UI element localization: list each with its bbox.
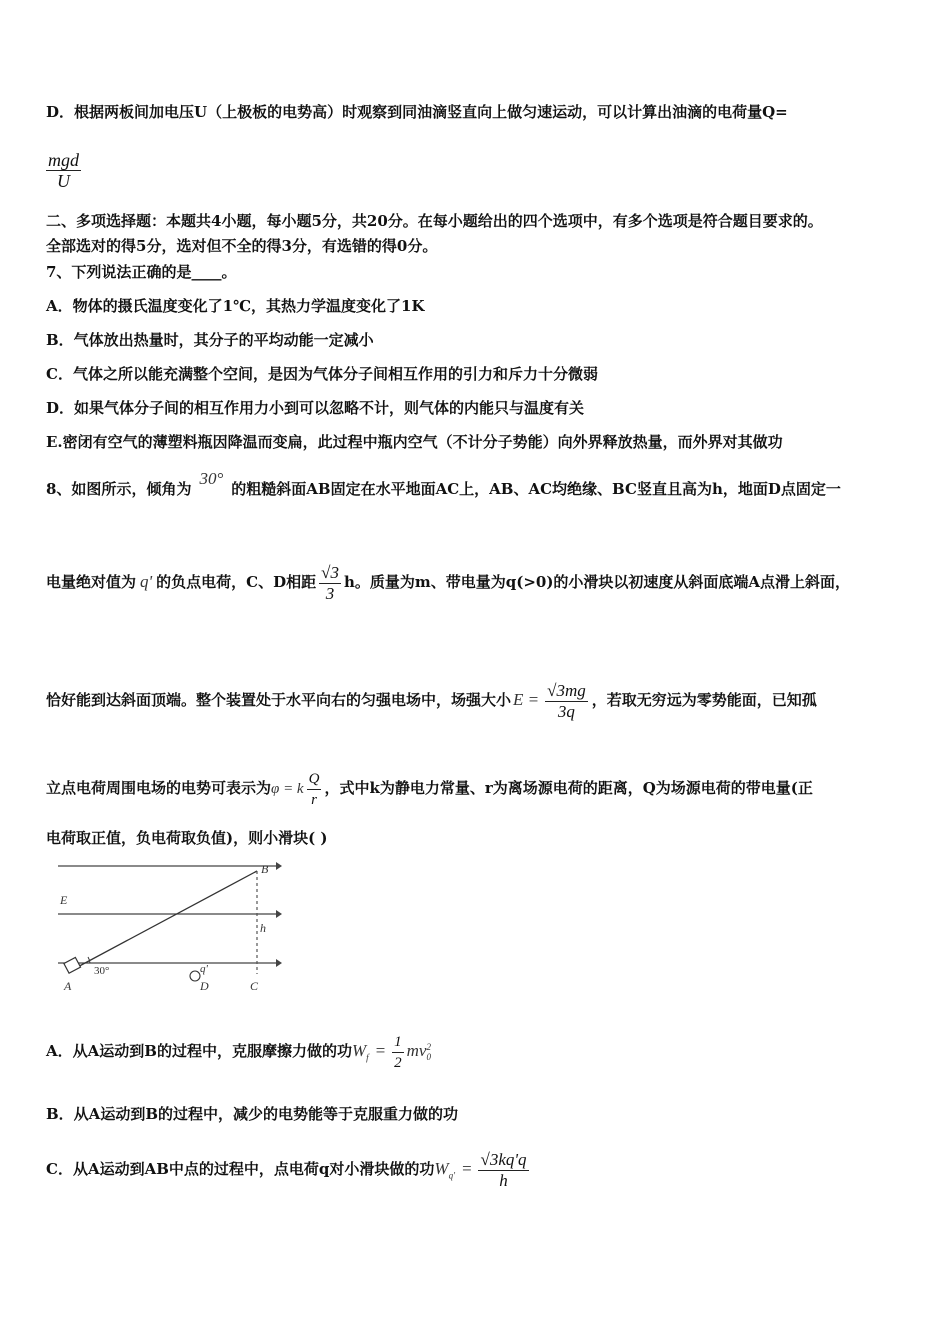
q8-line3-a: 恰好能到达斜面顶端。整个装置处于水平向右的匀强电场中，场强大小: [46, 691, 512, 709]
equals-sign: =: [461, 1159, 473, 1178]
power-superscript: 2: [426, 1042, 431, 1053]
q8-option-a-text: A．从A运动到B的过程中，克服摩擦力做的功: [46, 1042, 352, 1060]
slider-block: [64, 957, 81, 973]
q8-line4-b: ，式中k为静电力常量、r为离场源电荷的距离，Q为场源电荷的带电量(正: [324, 779, 813, 797]
fraction-denominator: 2: [394, 1054, 402, 1071]
q6-option-d-fraction: [46, 150, 81, 191]
work-fraction: [478, 1150, 528, 1191]
q8-line5: 电荷取正值，负电荷取负值)，则小滑块( ): [46, 829, 328, 847]
potential-phi: φ = k: [271, 781, 304, 797]
work-w: W: [351, 1041, 367, 1060]
q7-option-e: E.密闭有空气的薄塑料瓶因降温而变扁，此过程中瓶内空气（不计分子势能）向外界释放热量，而外界对其做功: [46, 433, 783, 451]
q8-line3: [46, 670, 817, 730]
q8-line4: [46, 758, 813, 818]
fraction-numerator: 1: [392, 1032, 404, 1053]
potential-fraction: [307, 769, 322, 810]
arrow-right-icon: [276, 862, 282, 870]
label-d: D: [200, 979, 209, 993]
label-angle: 30°: [94, 965, 110, 977]
q7-stem: 7、下列说法正确的是____。: [46, 263, 237, 281]
work-subscript: q': [448, 1170, 455, 1181]
q8-line2: [46, 552, 850, 612]
q7-option-d: D．如果气体分子间的相互作用力小到可以忽略不计，则气体的内能只与温度有关: [46, 399, 585, 417]
label-q: q': [200, 963, 208, 975]
field-strength-fraction: [545, 681, 588, 722]
section-heading-line2: 全部选对的得5分，选对但不全的得3分，有选错的得0分。: [46, 237, 438, 255]
fraction-numerator: √3kq'q: [480, 1149, 527, 1169]
charge-q-prime: q': [140, 572, 153, 591]
fraction-numerator: √3mg: [547, 680, 586, 700]
fraction-denominator: h: [499, 1170, 508, 1190]
equals-sign: =: [374, 1041, 387, 1060]
arrow-right-icon: [276, 959, 282, 967]
field-e-equals: E =: [513, 690, 540, 709]
label-b: B: [261, 862, 269, 876]
q8-line2-a: 电量绝对值为: [46, 573, 137, 591]
section-heading-line1: 二、多项选择题：本题共4小题，每小题5分，共20分。在每小题给出的四个选项中，有多个选项是符合题目要求的。: [46, 212, 823, 230]
angle-30: 30°: [199, 469, 224, 488]
fraction-numerator: Q: [307, 769, 322, 790]
fraction-denominator: 3q: [557, 701, 575, 721]
velocity-subscript: 0: [426, 1052, 431, 1063]
q8-line2-c: h。质量为m、带电量为q(>0)的小滑块以初速度从斜面底端A点滑上斜面，: [343, 573, 851, 591]
q7-option-b: B．气体放出热量时，其分子的平均动能一定减小: [46, 331, 374, 349]
q8-line1: [46, 469, 841, 499]
point-charge-icon: [190, 971, 200, 981]
q8-line1-b: 的粗糙斜面AB固定在水平地面AC上，AB、AC均绝缘、BC竖直且高为h，地面D点固定一: [231, 480, 841, 498]
half-fraction: [392, 1032, 404, 1073]
fraction-denominator: U: [57, 171, 70, 191]
q8-line1-a: 8、如图所示，倾角为: [46, 480, 192, 498]
q8-option-c: [46, 1140, 529, 1198]
work-w: W: [434, 1159, 449, 1178]
q8-option-b: B．从A运动到B的过程中，减少的电势能等于克服重力做的功: [46, 1105, 458, 1123]
q8-line4-a: 立点电荷周围电场的电势可表示为: [46, 779, 272, 797]
fraction-numerator: mgd: [48, 150, 79, 170]
incline-ab: [72, 871, 257, 970]
fraction-denominator: 3: [325, 583, 335, 603]
incline-figure: [50, 858, 290, 998]
angle-arc: [88, 957, 90, 963]
arrow-right-icon: [276, 910, 282, 918]
q8-option-a: [46, 1023, 431, 1079]
q8-line3-b: ，若取无穷远为零势能面，已知孤: [591, 691, 817, 709]
q8-line2-b: 的负点电荷，C、D相距: [156, 573, 317, 591]
label-h: h: [260, 921, 266, 935]
cd-distance-fraction: [319, 563, 341, 604]
work-subscript: f: [366, 1052, 369, 1063]
q6-option-d: D．根据两板间加电压U（上极板的电势高）时观察到同油滴竖直向上做匀速运动，可以计算出油滴的电荷量Q=: [46, 103, 788, 121]
label-c: C: [250, 979, 259, 993]
mv-term: mv: [406, 1041, 427, 1060]
fraction-numerator: √3: [321, 562, 339, 582]
label-a: A: [64, 979, 72, 993]
q8-option-c-text: C．从A运动到AB中点的过程中，点电荷q对小滑块做的功: [46, 1160, 435, 1178]
q7-option-a: A．物体的摄氏温度变化了1℃，其热力学温度变化了1K: [46, 297, 425, 315]
fraction-denominator: r: [311, 791, 317, 808]
label-e: E: [60, 893, 68, 907]
q7-option-c: C．气体之所以能充满整个空间，是因为气体分子间相互作用的引力和斥力十分微弱: [46, 365, 598, 383]
